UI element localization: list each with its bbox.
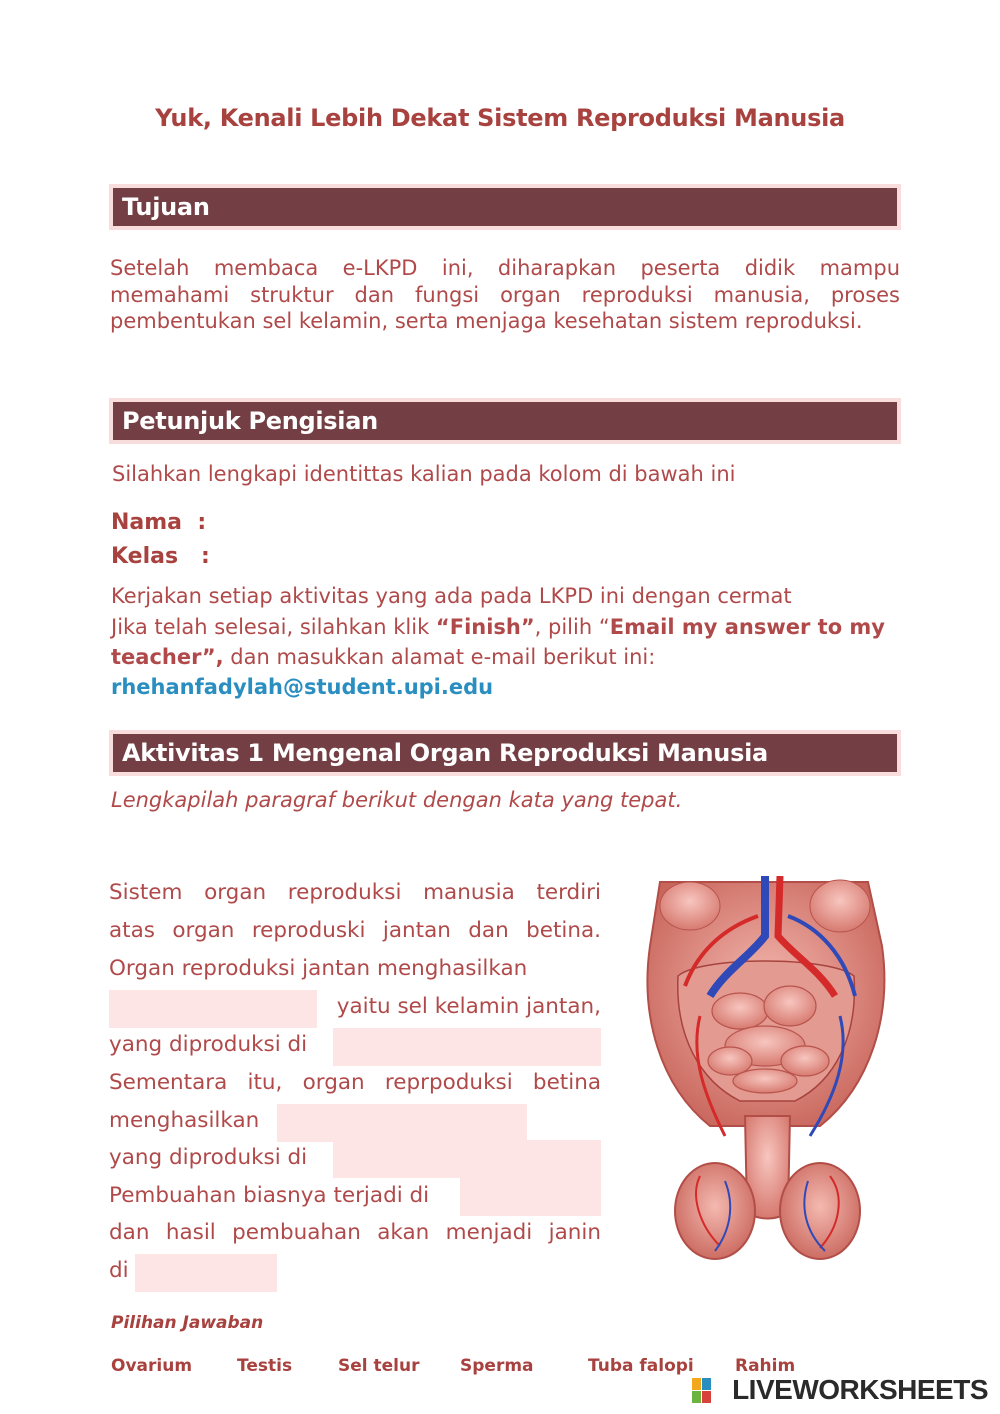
- option-sel-telur[interactable]: Sel telur: [338, 1356, 420, 1376]
- instruction-text: Jika telah selesai, silahkan klik: [111, 615, 436, 639]
- instruction-line-3: [111, 645, 655, 669]
- paragraph-line-1: Sistem organ reproduksi manusia terdiri: [109, 880, 601, 905]
- answer-blank-2[interactable]: [333, 1028, 601, 1066]
- nama-label: Nama :: [111, 510, 207, 535]
- instruction-line-1: Kerjakan setiap aktivitas yang ada pada LKPD ini dengan cermat: [111, 584, 792, 608]
- paragraph-line-8: yang diproduksi di: [109, 1145, 308, 1170]
- option-testis[interactable]: Testis: [237, 1356, 293, 1376]
- paragraph-line-9: Pembuahan biasnya terjadi di: [109, 1183, 430, 1208]
- option-tuba-falopi[interactable]: Tuba falopi: [588, 1356, 694, 1376]
- kelas-field[interactable]: [220, 540, 720, 574]
- section-tujuan-heading: Tujuan: [113, 188, 897, 226]
- section-petunjuk-bar: [109, 398, 901, 444]
- liveworksheets-logo-icon: [692, 1378, 712, 1404]
- section-aktivitas1-heading: Aktivitas 1 Mengenal Organ Reproduksi Manusia: [113, 734, 897, 772]
- finish-keyword: “Finish”: [435, 615, 535, 639]
- paragraph-line-11: di: [109, 1258, 129, 1283]
- options-label: Pilihan Jawaban: [111, 1313, 264, 1333]
- reproductive-organ-illustration: [630, 876, 900, 1276]
- paragraph-line-2: atas organ reproduski jantan dan betina.: [109, 918, 601, 943]
- answer-blank-5[interactable]: [460, 1178, 601, 1216]
- answer-blank-4[interactable]: [333, 1140, 601, 1178]
- paragraph-line-7: menghasilkan: [109, 1108, 260, 1133]
- answer-blank-6[interactable]: [135, 1254, 277, 1292]
- nama-field[interactable]: [220, 506, 720, 540]
- liveworksheets-brand[interactable]: LIVEWORKSHEETS: [732, 1374, 988, 1405]
- petunjuk-intro: Silahkan lengkapi identittas kalian pada kolom di bawah ini: [112, 462, 736, 486]
- email-option-keyword: Email my answer to my: [609, 615, 886, 639]
- paragraph-line-6: Sementara itu, organ reprpoduksi betina: [109, 1070, 601, 1095]
- paragraph-line-5: yang diproduksi di: [109, 1032, 308, 1057]
- option-ovarium[interactable]: Ovarium: [111, 1356, 193, 1376]
- kelas-label: Kelas :: [111, 544, 210, 569]
- instruction-text: , pilih “: [534, 615, 610, 639]
- section-tujuan-bar: [109, 184, 901, 230]
- section-petunjuk-heading: Petunjuk Pengisian: [113, 402, 897, 440]
- aktivitas1-instruction: Lengkapilah paragraf berikut dengan kata yang tepat.: [111, 788, 683, 812]
- section-aktivitas1-bar: [109, 730, 901, 776]
- answer-blank-3[interactable]: [277, 1104, 527, 1142]
- instruction-line-2: [111, 615, 885, 639]
- instruction-text: dan masukkan alamat e-mail berikut ini:: [223, 645, 656, 669]
- paragraph-line-3: Organ reproduksi jantan menghasilkan: [109, 956, 528, 981]
- tujuan-text: Setelah membaca e-LKPD ini, diharapkan peserta didik mampu memahami struktur dan fungsi organ reproduksi manusia, proses pembentukan sel kelamin, serta menjaga kesehatan sistem reproduksi.: [110, 256, 900, 333]
- paragraph-line-10: dan hasil pembuahan akan menjadi janin: [109, 1220, 601, 1245]
- option-rahim[interactable]: Rahim: [735, 1356, 796, 1376]
- answer-blank-1[interactable]: [109, 990, 317, 1028]
- page-title: Yuk, Kenali Lebih Dekat Sistem Reproduksi Manusia: [155, 104, 845, 132]
- paragraph-line-4: yaitu sel kelamin jantan,: [336, 994, 601, 1019]
- teacher-email-link[interactable]: rhehanfadylah@student.upi.edu: [111, 675, 494, 699]
- teacher-keyword: teacher”,: [111, 645, 224, 669]
- option-sperma[interactable]: Sperma: [460, 1356, 534, 1376]
